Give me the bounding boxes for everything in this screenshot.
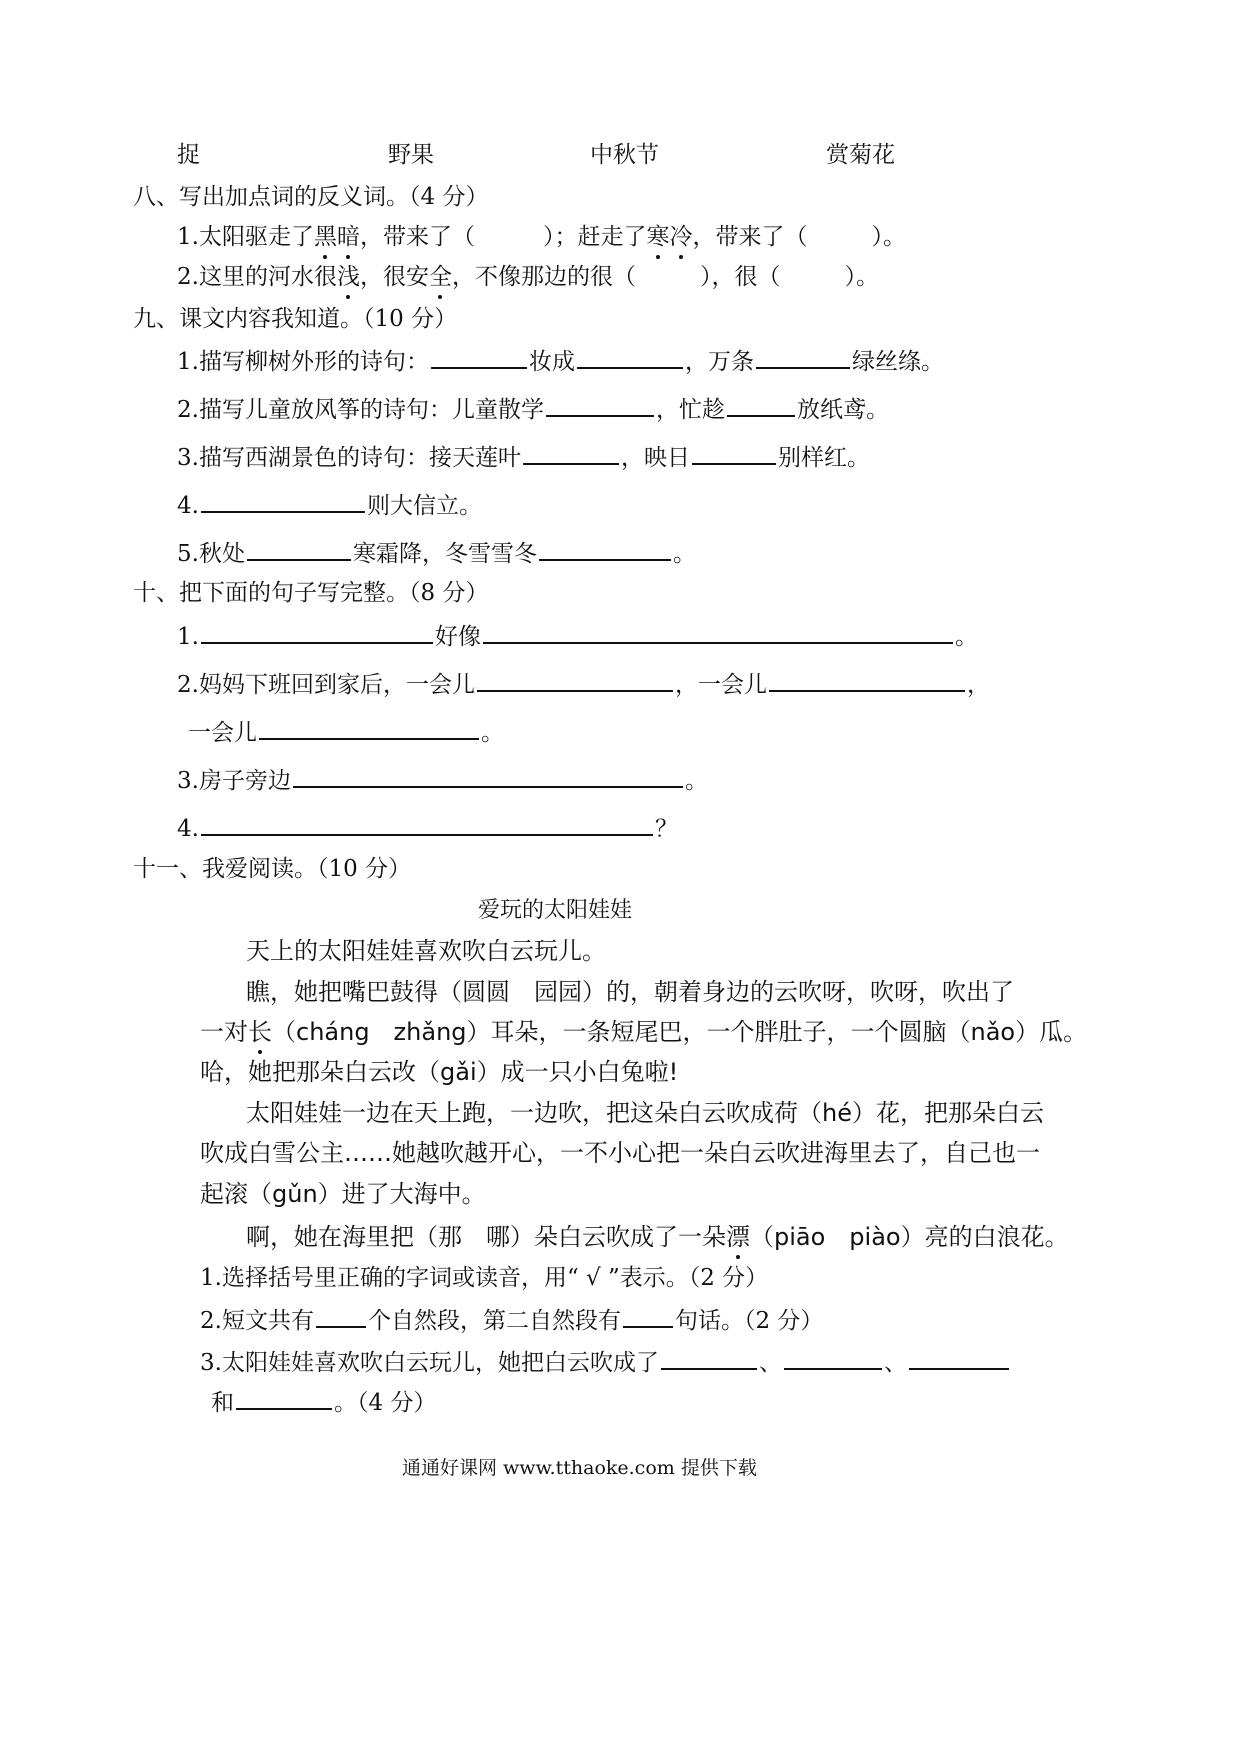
q9-l2-text-c: 放纸鸢。 (796, 397, 889, 423)
blank-line[interactable] (316, 1304, 366, 1328)
para2-text-a: 一对 (200, 1018, 248, 1046)
reading-title: 爱玩的太阳娃娃 (478, 898, 633, 923)
q10-line-1 (177, 620, 978, 652)
q9-l3-text-c: 别样红。 (777, 445, 870, 471)
blank-line[interactable] (769, 668, 965, 692)
blank-line[interactable] (727, 393, 795, 417)
q8-l1-text-e: ，带来了（ (692, 224, 808, 250)
blank-line[interactable] (756, 345, 850, 369)
blank-line[interactable] (523, 441, 619, 465)
q10-line-2 (177, 668, 990, 700)
q9-l1-text-d: 绿丝绦。 (851, 349, 944, 375)
reading-para-1: 天上的太阳娃娃喜欢吹白云玩儿。 (246, 937, 606, 965)
dotted-char: 冷 (669, 224, 693, 250)
q10-line-2b (188, 716, 504, 748)
q8-line-1 (177, 222, 906, 252)
dotted-char: 浅 (336, 264, 360, 290)
dotted-char: 黑 (313, 224, 337, 250)
reading-para-2-line-1: 瞧，她把嘴巴鼓得（圆圆 园园）的，朝着身边的云吹呀，吹呀，吹出了 (246, 978, 1014, 1006)
reading-para-3-line-2: 吹成白雪公主……她越吹越开心，一不小心把一朵白云吹进海里去了，自己也一 (200, 1139, 1040, 1167)
q9-l1-text-a: 1.描写柳树外形的诗句： (177, 349, 429, 375)
top-word-1: 捉 (177, 142, 200, 168)
q10-l3-text-b: 。 (684, 768, 708, 794)
blank-line[interactable] (201, 489, 365, 513)
q8-l1-text-c: ）；赶走了 (542, 224, 647, 250)
q10-l1-text-c: 。 (954, 624, 978, 650)
q9-heading: 九、课文内容我知道。（10 分） (133, 306, 458, 332)
q11-s3b-text-b: 。（4 分） (334, 1390, 437, 1416)
q9-line-1 (177, 345, 944, 377)
q11-sub-3 (200, 1346, 1011, 1378)
blank-line[interactable] (477, 668, 673, 692)
q9-line-3 (177, 441, 870, 473)
q9-l5-text-c: 。 (672, 541, 696, 567)
q9-line-4 (177, 489, 482, 521)
q9-l2-text-b: ，忙趁 (655, 397, 725, 423)
q8-line-2 (177, 262, 879, 292)
dotted-char: 长 (248, 1018, 272, 1046)
q11-s3-text-c: 、 (883, 1350, 907, 1376)
para4-text-a: 啊，她在海里把（那 哪）朵白云吹成了一朵 (246, 1223, 726, 1251)
blank-line[interactable] (201, 812, 653, 836)
q10-l1-text-b: 好像 (434, 624, 481, 650)
q9-l5-text-a: 5.秋处 (177, 541, 245, 567)
q10-l3-text-a: 3.房子旁边 (177, 768, 291, 794)
q11-s2-text-c: 句话。（2 分） (674, 1308, 824, 1334)
blank-line[interactable] (661, 1346, 757, 1370)
dotted-char: 暗 (336, 224, 360, 250)
q11-s3-text-a: 3.太阳娃娃喜欢吹白云玩儿，她把白云吹成了 (200, 1350, 659, 1376)
q8-heading: 八、写出加点词的反义词。（4 分） (133, 184, 489, 210)
q10-l2-text-c: ， (966, 672, 990, 698)
blank-line[interactable] (784, 1346, 882, 1370)
q10-l4-text-b: ？ (654, 816, 678, 842)
blank-line[interactable] (483, 620, 953, 644)
q11-sub-3b (211, 1386, 436, 1418)
q9-l4-text-b: 则大信立。 (366, 493, 482, 519)
page-footer: 通通好课网 www.tthaoke.com 提供下载 (402, 1457, 757, 1479)
q9-line-5 (177, 537, 696, 569)
q9-l1-text-c: ，万条 (684, 349, 754, 375)
blank-line[interactable] (623, 1304, 673, 1328)
q11-sub-2 (200, 1304, 823, 1336)
blank-line[interactable] (247, 537, 351, 561)
q11-s2-text-a: 2.短文共有 (200, 1308, 314, 1334)
q10-l2b-text-a: 一会儿 (188, 720, 257, 746)
q9-l4-text-a: 4. (177, 493, 199, 519)
q11-s3b-text-a: 和 (211, 1390, 234, 1416)
q8-l2-text-a: 2.这里的河水很 (177, 264, 337, 290)
reading-para-3-line-1: 太阳娃娃一边在天上跑，一边吹，把这朵白云吹成荷（hé）花，把那朵白云 (246, 1099, 1044, 1127)
dotted-char: 寒 (646, 224, 670, 250)
q8-l1-text-b: ，带来了（ (359, 224, 475, 250)
dotted-char: 漂 (726, 1223, 750, 1251)
reading-para-4 (246, 1222, 1069, 1252)
q9-l1-text-b: 妆成 (528, 349, 575, 375)
q8-l2-text-e: ），很（ (699, 264, 781, 290)
q9-l5-text-b: 寒霜降，冬雪雪冬 (352, 541, 537, 567)
q10-line-4 (177, 812, 678, 844)
q8-l1-text-a: 1.太阳驱走了 (177, 224, 314, 250)
top-word-4: 赏菊花 (826, 142, 895, 168)
blank-line[interactable] (431, 345, 527, 369)
blank-line[interactable] (259, 716, 479, 740)
q11-sub-1: 1.选择括号里正确的字词或读音，用“ √ ”表示。（2 分） (200, 1265, 769, 1291)
blank-line[interactable] (201, 620, 433, 644)
q10-l2-text-b: ，一会儿 (674, 672, 767, 698)
q8-l1-text-f: ）。 (871, 224, 906, 250)
blank-line[interactable] (577, 345, 683, 369)
q8-l2-text-b: ，很安 (359, 264, 429, 290)
q10-line-3 (177, 764, 708, 796)
dotted-char: 全 (428, 264, 452, 290)
q10-l4-text-a: 4. (177, 816, 199, 842)
reading-para-3-line-3: 起滚（gǔn）进了大海中。 (200, 1180, 486, 1208)
blank-line[interactable] (293, 764, 683, 788)
blank-line[interactable] (236, 1386, 332, 1410)
para4-text-c: （piāo piào）亮的白浪花。 (750, 1223, 1069, 1251)
q9-l3-text-b: ，映日 (620, 445, 690, 471)
para2-text-c: （cháng zhǎng）耳朵，一条短尾巴，一个胖肚子，一个圆脑（nǎo）瓜。 (272, 1018, 1088, 1046)
q9-l3-text-a: 3.描写西湖景色的诗句：接天莲叶 (177, 445, 521, 471)
q11-s2-text-b: 个自然段，第二自然段有 (367, 1308, 621, 1334)
reading-para-2-line-3: 哈，她把那朵白云改（gǎi）成一只小白兔啦! (200, 1058, 679, 1086)
q10-l1-text-a: 1. (177, 624, 199, 650)
blank-line[interactable] (909, 1346, 1009, 1370)
blank-line[interactable] (539, 537, 671, 561)
q11-s3-text-b: 、 (758, 1350, 782, 1376)
q11-heading: 十一、我爱阅读。（10 分） (133, 856, 412, 882)
q9-l2-text-a: 2.描写儿童放风筝的诗句：儿童散学 (177, 397, 544, 423)
q10-l2b-text-b: 。 (481, 720, 504, 746)
top-word-2: 野果 (388, 142, 434, 168)
top-word-3: 中秋节 (590, 142, 659, 168)
blank-line[interactable] (692, 441, 776, 465)
q8-l2-text-f: ）。 (844, 264, 879, 290)
q9-line-2 (177, 393, 889, 425)
q10-heading: 十、把下面的句子写完整。（8 分） (133, 580, 489, 606)
reading-para-2-line-2 (200, 1017, 1087, 1047)
q8-l2-text-c: ，不像那边的很（ (451, 264, 636, 290)
blank-line[interactable] (546, 393, 654, 417)
q10-l2-text-a: 2.妈妈下班回到家后，一会儿 (177, 672, 475, 698)
